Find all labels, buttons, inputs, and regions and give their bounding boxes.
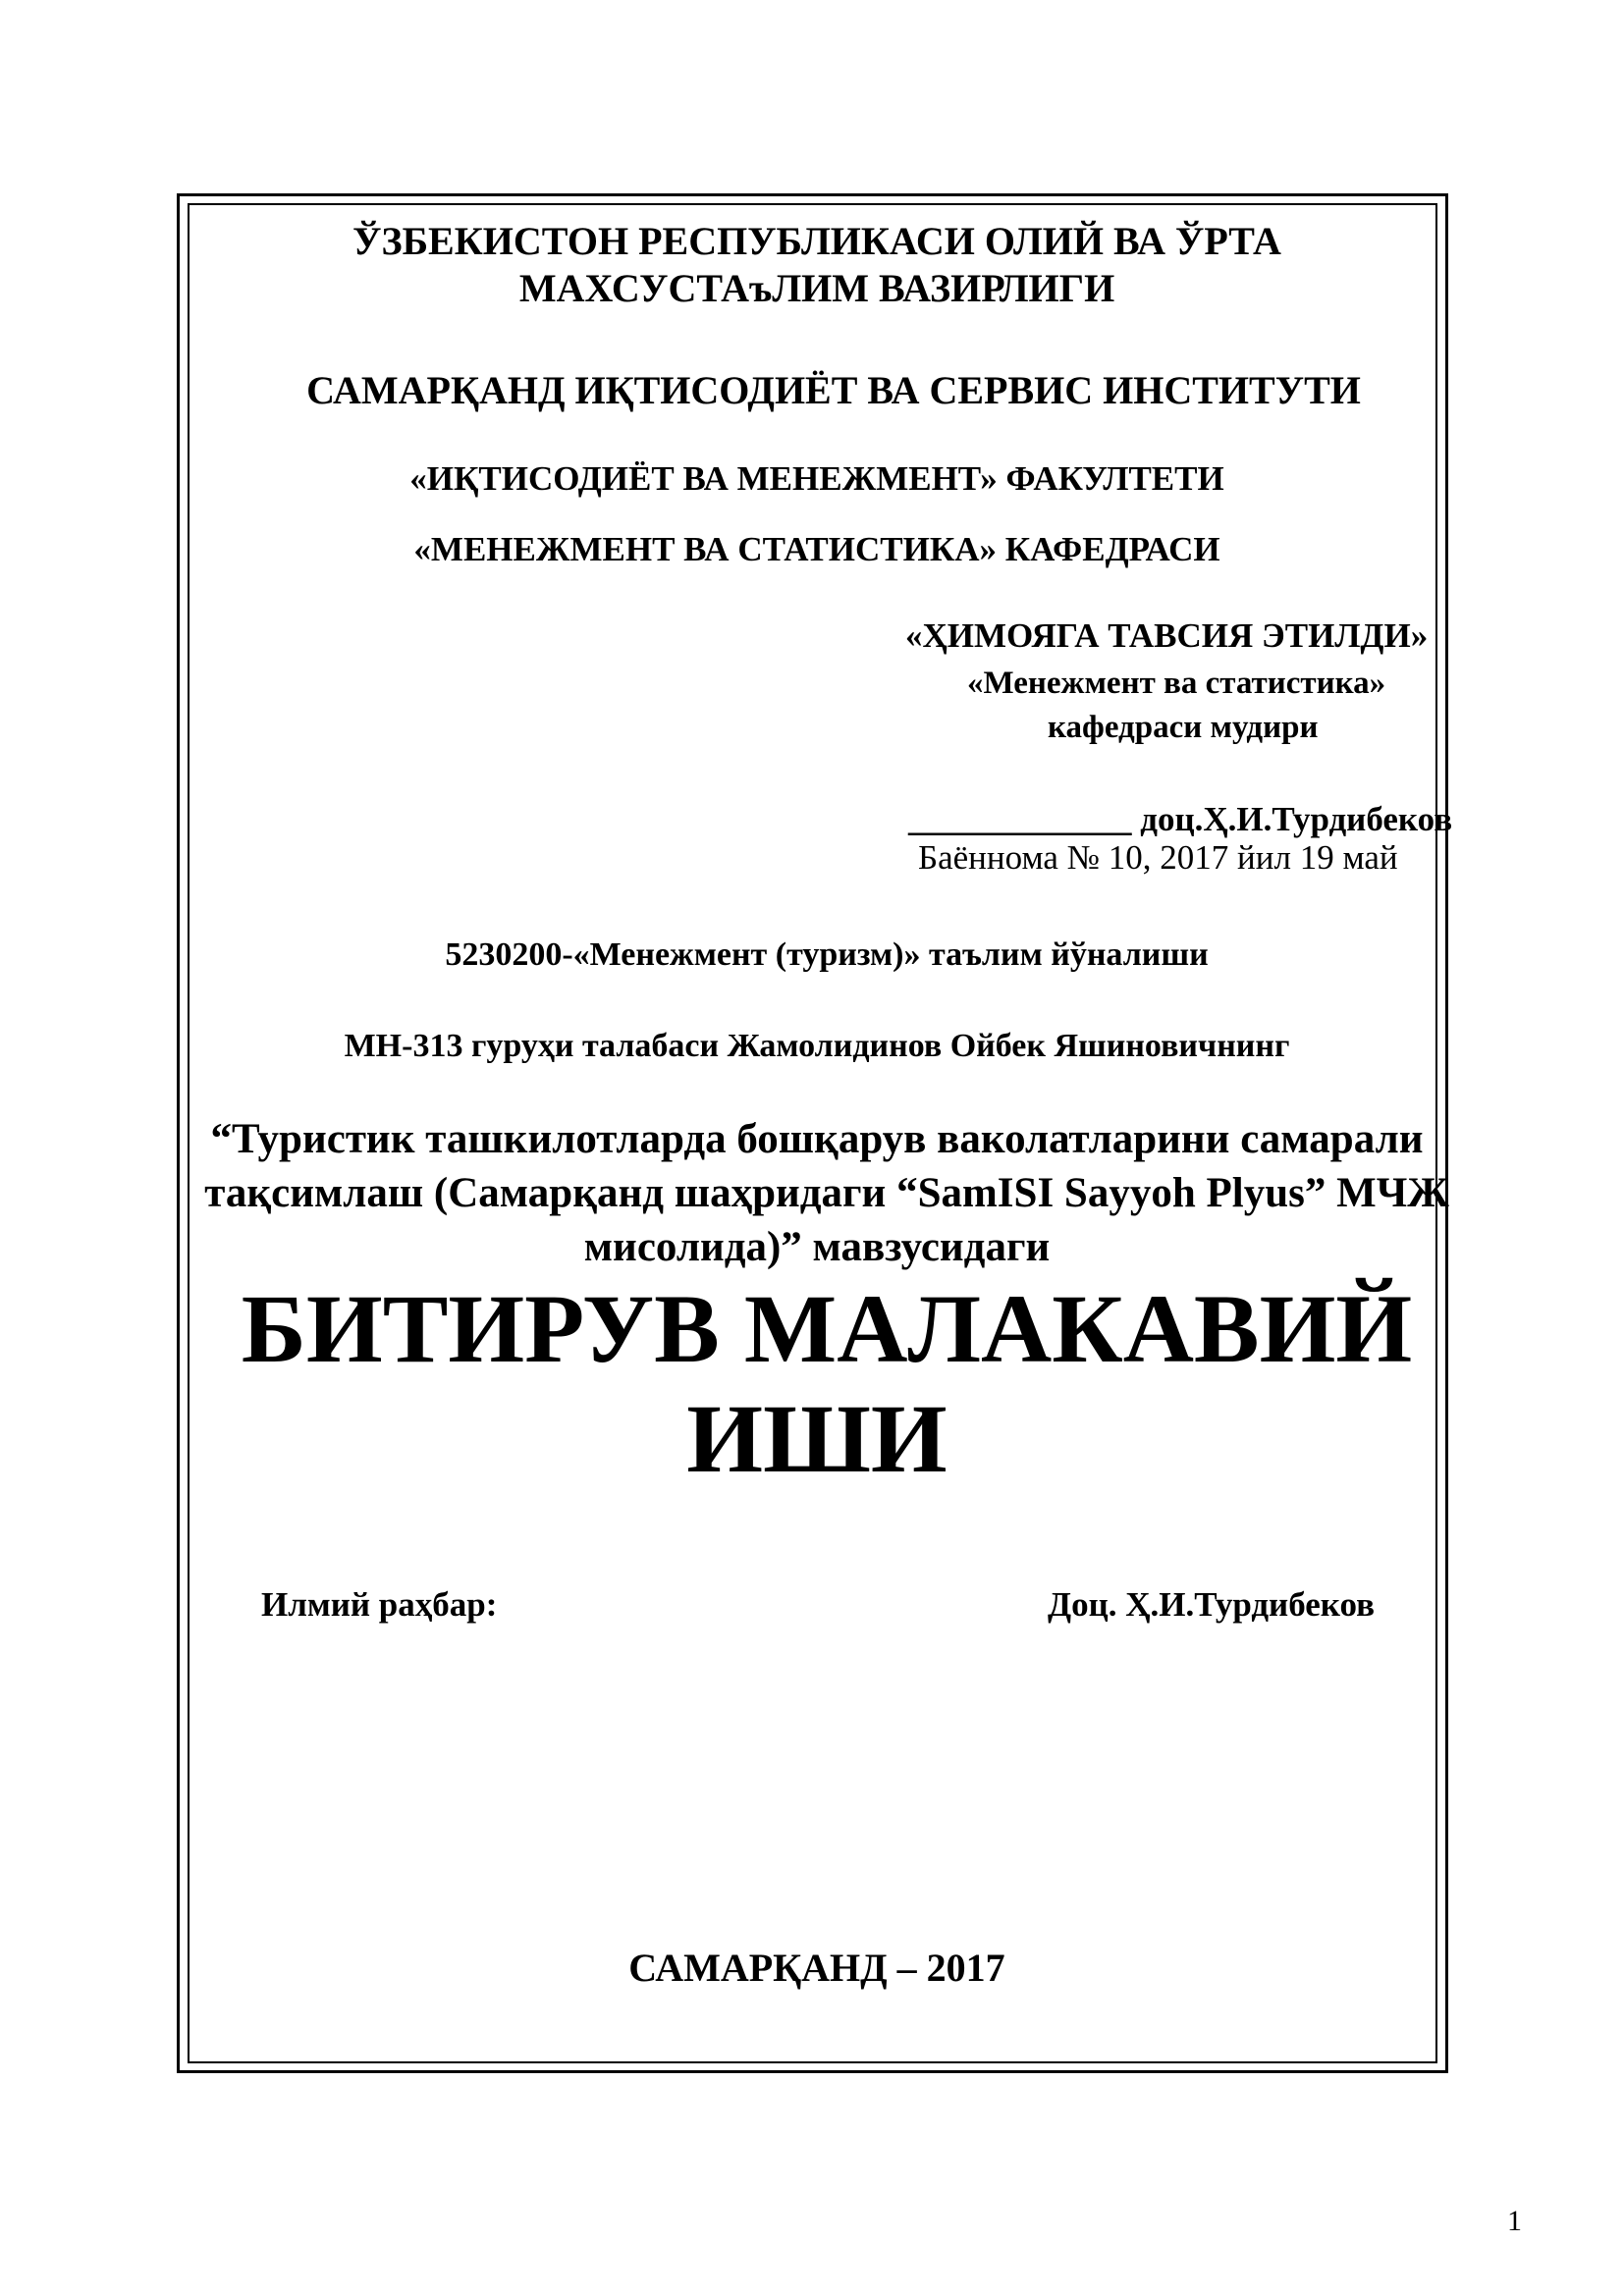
advisor-label: Илмий раҳбар: [261,1585,498,1624]
document-title-line-1: БИТИРУВ МАЛАКАВИЙ [241,1274,1413,1383]
approval-role: кафедраси мудири [1048,710,1319,745]
advisor-name: Доц. Ҳ.И.Турдибеков [1048,1585,1376,1624]
student-name: МН-313 гуруҳи талабаси Жамолидинов Ойбек Яшиновичнинг [344,1028,1290,1064]
faculty-name: «ИҚТИСОДИЁТ ВА МЕНЕЖМЕНТ» ФАКУЛТЕТИ [409,459,1224,498]
study-direction: 5230200-«Менежмент (туризм)» таълим йўналиши [445,936,1209,973]
institute-name: САМАРҚАНД ИҚТИСОДИЁТ ВА СЕРВИС ИНСТИТУТИ [306,368,1361,412]
topic-line-2: тақсимлаш (Самарқанд шаҳридаги “SamISI Sayyoh Plyus” МЧЖ [204,1170,1449,1216]
document-title-line-2: ИШИ [686,1384,947,1493]
approval-department: «Менежмент ва статистика» [967,666,1386,701]
ministry-line-1: ЎЗБЕКИСТОН РЕСПУБЛИКАСИ ОЛИЙ ВА ЎРТА [352,219,1281,263]
department-name: «МЕНЕЖМЕНТ ВА СТАТИСТИКА» КАФЕДРАСИ [413,530,1220,568]
ministry-line-2: МАХСУСТАъЛИМ ВАЗИРЛИГИ [518,266,1115,310]
approval-heading: «ҲИМОЯГА ТАВСИЯ ЭТИЛДИ» [905,616,1429,655]
topic-line-1: “Туристик ташкилотларда бошқарув ваколатларини самарали [210,1116,1424,1162]
page-number: 1 [1507,2205,1522,2237]
approval-protocol: Баённома № 10, 2017 йил 19 май [918,838,1398,877]
topic-line-3: мисолида)” мавзусидаги [583,1224,1051,1270]
city-year: САМАРҚАНД – 2017 [628,1946,1005,1990]
approval-signature: _____________ доц.Ҳ.И.Турдибеков [908,800,1453,838]
